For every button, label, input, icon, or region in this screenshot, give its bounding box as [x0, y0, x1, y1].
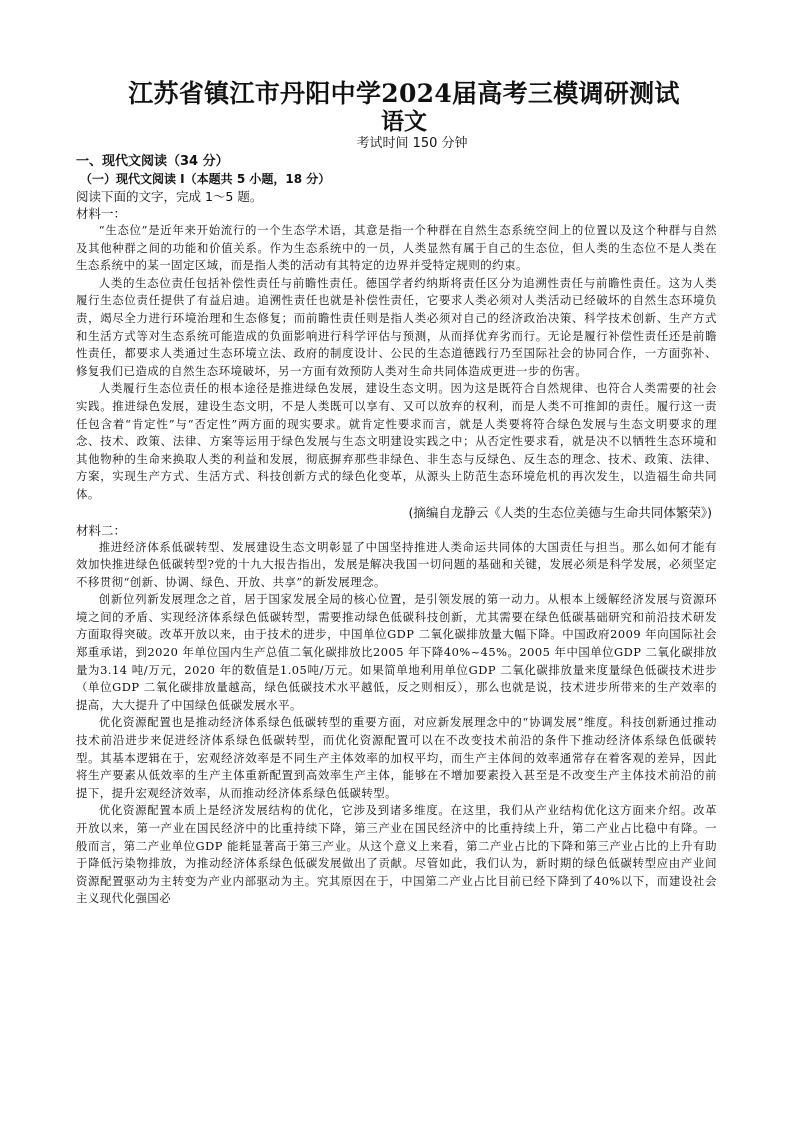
material-2-label: 材料二： [76, 522, 127, 538]
exam-subject: 语文 [381, 108, 427, 135]
material-2-paragraph: 优化资源配置本质上是经济发展结构的优化，它涉及到诸多维度。在这里，我们从产业结构优化这方面来介绍。改革开放以来，第一产业在国民经济中的比重持续下降，第三产业在国民经济中的比重持续上升，第二产业占比稳中有降。一般而言，第二产业单位GDP 能耗显著高于第三产业。从这个意义上来看，第二产业占比的下降和第三产业占比的上升有助于降低污染物排放，为推动经济体系绿色低碳发展做出了贡献。尽管如此，我们认为，新时期的绿色低碳转型应由产业间资源配置驱动为主转变为产业内部驱动为主。究其原因在于，中国第二产业占比目前已经下降到了40%以下，而建设社会主义现代化强国必 [76, 803, 717, 906]
exam-time: 考试时间 150 分钟 [356, 136, 468, 151]
material-2-paragraph: 创新位列新发展理念之首，居于国家发展全局的核心位置，是引领发展的第一动力。从根本上缓解经济发展与资源环境之间的矛盾、实现经济体系绿色低碳转型，需要推动绿色低碳科技创新，尤其需要在绿色低碳基础研究和前沿技术研发方面取得突破。改革开放以来，由于技术的进步，中国单位GDP 二氧化碳排放量大幅下降。中国政府2009 年向国际社会郑重承诺，到2020 年单位国内生产总值二氧化碳排放比2005 年下降40%~45%。2005 年中国单位GDP 二氧化碳排放量为3.14 吨/万元，2020 年的数值是1.05吨/万元。如果简单地利用单位GDP 二氧化碳排放量来度量绿色低碳技术进步（单位GDP 二氧化碳排放量越高，绿色低碳技术水平越低，反之则相反），那么也就是说，技术进步所带来的生产效率的提高，大大提升了中国绿色低碳发展水平。 [76, 592, 717, 712]
section-title: 一、现代文阅读（34 分） [76, 154, 229, 169]
material-1-paragraph: 人类履行生态位责任的根本途径是推进绿色发展，建设生态文明。因为这是既符合自然规律、也符合人类需要的社会实践。推进绿色发展，建设生态文明，不是人类既可以享有、又可以放弃的权利，而是人类不可推卸的责任。履行这一责任包含着“肯定性”与“否定性”两方面的现实要求。就肯定性要求而言，就是人类要将符合绿色发展与生态文明要求的理念、技术、政策、法律、方案等运用于绿色发展与生态文明建设实践之中；从否定性要求看，就是决不以牺牲生态环境和其他物种的生命来换取人类的利益和发展，彻底摒弃那些非绿色、非生态与反绿色、反生态的理念、技术、政策、法律、方案，实现生产方式、生活方式、科技创新方式的绿色化变革，从源头上防范生态环境危机的再次发生，以造福生命共同体。 [76, 381, 717, 501]
material-2-paragraph: 推进经济体系低碳转型、发展建设生态文明彰显了中国坚持推进人类命运共同体的大国责任与担当。那么如何才能有效加快推进绿色低碳转型?党的十九大报告指出，发展是解决我国一切问题的基础和关键，发展必须是科学发展，必须坚定不移贯彻“创新、协调、绿色、开放、共享”的新发展理念。 [76, 539, 717, 589]
material-1-label: 材料一： [76, 206, 127, 221]
exam-title: 江苏省镇江市丹阳中学2024届高考三模调研测试 [128, 79, 680, 108]
material-2-paragraph: 优化资源配置也是推动经济体系绿色低碳转型的重要方面，对应新发展理念中的“协调发展”维度。科技创新通过推动技术前沿进步来促进经济体系绿色低碳转型，而优化资源配置可以在不改变技术前沿的条件下推动经济体系绿色低碳转型。其基本逻辑在于，宏观经济效率是不同生产主体效率的加权平均，而生产主体间的效率通常存在着客观的差异，因此将生产要素从低效率的生产主体重新配置到高效率生产主体，能够在不增加要素投入甚至是不改变生产主体技术前沿的前提下，提升宏观经济效率，从而推动经济体系绿色低碳转型。 [76, 715, 717, 800]
material-1-paragraph: “生态位”是近年来开始流行的一个生态学术语，其意是指一个种群在自然生态系统空间上的位置以及这个种群与自然及其他种群之间的功能和价值关系。作为生态系统中的一员，人类显然有属于自己的生态位，但人类的生态位不是人类在生态系统中的某一固定区域，而是指人类的活动有其特定的边界并受特定规则的约束。 [76, 223, 717, 273]
reading-instruction: 阅读下面的文字，完成 1～5 题。 [76, 189, 263, 204]
subsection-title: （一）现代文阅读 I（本题共 5 小题，18 分） [80, 172, 331, 186]
material-1-source: (摘编自龙静云《人类的生态位美德与生命共同体繁荣》) [408, 504, 712, 520]
material-1-paragraph: 人类的生态位责任包括补偿性责任与前瞻性责任。德国学者约纳斯将责任区分为追溯性责任与前瞻性责任。这为人类履行生态位责任提供了有益启迪。追溯性责任也就是补偿性责任，它要求人类必须对人类活动已经破坏的自然生态环境负责，竭尽全力进行环境治理和生态修复；而前瞻性责任则是指人类必须对自己的经济政治决策、科学技术创新、生产方式和生活方式等对生态系统可能造成的负面影响进行科学评估与预测，从而择优弃劣而行。无论是履行补偿性责任还是前瞻性责任，都要求人类通过生态环境立法、政府的制度设计、公民的生态道德践行乃至国际社会的协同合作，一方面弥补、修复我们已造成的自然生态环境破坏，另一方面有效预防人类对生命共同体造成更进一步的伤害。 [76, 275, 717, 378]
